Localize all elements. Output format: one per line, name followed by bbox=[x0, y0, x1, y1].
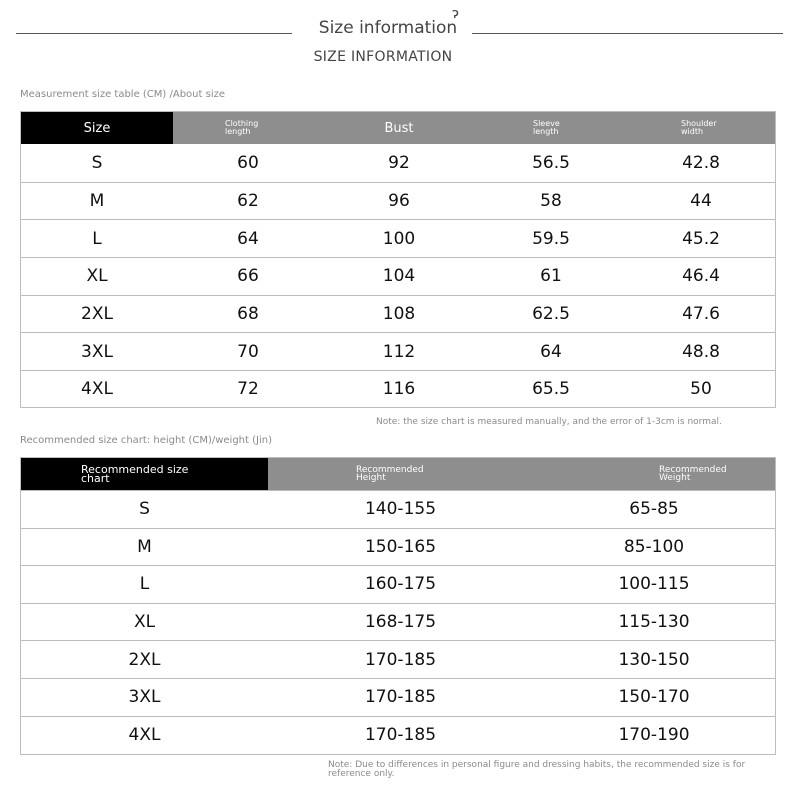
size-cell: 4XL bbox=[128, 724, 161, 745]
value-cell: 62.5 bbox=[532, 304, 570, 325]
table-row bbox=[21, 219, 775, 257]
header-clothing-length: Clothing length bbox=[225, 119, 259, 136]
size-cell: XL bbox=[86, 266, 108, 287]
header-sleeve-length: Sleeve length bbox=[533, 119, 560, 136]
table-row bbox=[21, 603, 775, 641]
value-cell: 44 bbox=[690, 191, 712, 212]
header-recommended-height: Recommended Height bbox=[356, 465, 424, 483]
recommended-table bbox=[20, 457, 776, 755]
size-cell: 4XL bbox=[81, 379, 113, 400]
value-cell: 170-185 bbox=[364, 649, 437, 670]
value-cell: 47.6 bbox=[682, 304, 720, 325]
value-cell: 170-185 bbox=[364, 687, 437, 708]
value-cell: 96 bbox=[388, 191, 410, 212]
value-cell: 85-100 bbox=[623, 536, 685, 557]
value-cell: 66 bbox=[237, 266, 259, 287]
size-cell: M bbox=[137, 536, 152, 557]
header-shoulder-width: Shoulder width bbox=[681, 119, 717, 136]
recommended-table-caption: Recommended size chart: height (CM)/weight (Jin) bbox=[20, 435, 272, 446]
value-cell: 68 bbox=[237, 304, 259, 325]
table-row bbox=[21, 565, 775, 603]
value-cell: 60 bbox=[237, 152, 259, 173]
table-row bbox=[21, 528, 775, 566]
value-cell: 50 bbox=[690, 379, 712, 400]
table-row bbox=[21, 640, 775, 678]
value-cell: 72 bbox=[237, 379, 259, 400]
measurement-table-header bbox=[21, 112, 775, 144]
size-cell: M bbox=[89, 191, 105, 212]
table-row bbox=[21, 490, 775, 528]
size-cell: 3XL bbox=[81, 341, 113, 362]
table-row bbox=[21, 182, 775, 220]
table-row bbox=[21, 295, 775, 333]
value-cell: 92 bbox=[388, 152, 410, 173]
value-cell: 46.4 bbox=[682, 266, 720, 287]
size-cell: XL bbox=[133, 612, 156, 633]
table-row bbox=[21, 678, 775, 716]
value-cell: 108 bbox=[382, 304, 416, 325]
recommended-table-header bbox=[21, 458, 775, 490]
table-row bbox=[21, 144, 775, 182]
recommended-table-body bbox=[21, 490, 775, 753]
table-row bbox=[21, 257, 775, 295]
hook-icon: ɂ bbox=[452, 6, 459, 22]
size-cell: L bbox=[139, 574, 150, 595]
value-cell: 64 bbox=[237, 228, 259, 249]
header-size: Size bbox=[21, 112, 173, 144]
measurement-table bbox=[20, 111, 776, 408]
page-subtitle: SIZE INFORMATION bbox=[313, 49, 453, 65]
table-row bbox=[21, 332, 775, 370]
table-row bbox=[21, 716, 775, 754]
value-cell: 130-150 bbox=[618, 649, 690, 670]
size-cell: S bbox=[139, 499, 150, 520]
value-cell: 170-190 bbox=[618, 724, 690, 745]
size-cell: 3XL bbox=[128, 687, 161, 708]
measurement-table-body bbox=[21, 144, 775, 408]
value-cell: 170-185 bbox=[364, 724, 437, 745]
size-cell: L bbox=[92, 228, 102, 249]
recommended-note: Note: Due to differences in personal figure and dressing habits, the recommended size is for reference only. bbox=[328, 760, 746, 780]
header-recommended-size: Recommended size chart bbox=[21, 458, 268, 490]
value-cell: 56.5 bbox=[532, 152, 570, 173]
value-cell: 61 bbox=[540, 266, 562, 287]
size-cell: S bbox=[91, 152, 103, 173]
value-cell: 48.8 bbox=[682, 341, 720, 362]
value-cell: 64 bbox=[540, 341, 562, 362]
value-cell: 140-155 bbox=[364, 499, 437, 520]
value-cell: 160-175 bbox=[364, 574, 437, 595]
value-cell: 115-130 bbox=[618, 612, 690, 633]
table-row bbox=[21, 370, 775, 408]
measurement-table-caption: Measurement size table (CM) /About size bbox=[20, 89, 225, 100]
value-cell: 58 bbox=[540, 191, 562, 212]
header-recommended-weight: Recommended Weight bbox=[659, 465, 727, 483]
value-cell: 112 bbox=[382, 341, 416, 362]
value-cell: 150-170 bbox=[618, 687, 690, 708]
value-cell: 59.5 bbox=[532, 228, 570, 249]
size-cell: 2XL bbox=[81, 304, 113, 325]
value-cell: 65-85 bbox=[629, 499, 679, 520]
value-cell: 65.5 bbox=[532, 379, 570, 400]
value-cell: 45.2 bbox=[682, 228, 720, 249]
value-cell: 150-165 bbox=[364, 536, 437, 557]
value-cell: 42.8 bbox=[682, 152, 720, 173]
page-title: Size information bbox=[318, 18, 458, 38]
value-cell: 100 bbox=[382, 228, 416, 249]
measurement-note: Note: the size chart is measured manually, and the error of 1-3cm is normal. bbox=[376, 417, 722, 427]
value-cell: 70 bbox=[237, 341, 259, 362]
value-cell: 168-175 bbox=[364, 612, 437, 633]
value-cell: 104 bbox=[382, 266, 416, 287]
value-cell: 100-115 bbox=[618, 574, 690, 595]
value-cell: 62 bbox=[237, 191, 259, 212]
value-cell: 116 bbox=[382, 379, 416, 400]
size-cell: 2XL bbox=[128, 649, 161, 670]
header-bust: Bust bbox=[384, 120, 414, 136]
